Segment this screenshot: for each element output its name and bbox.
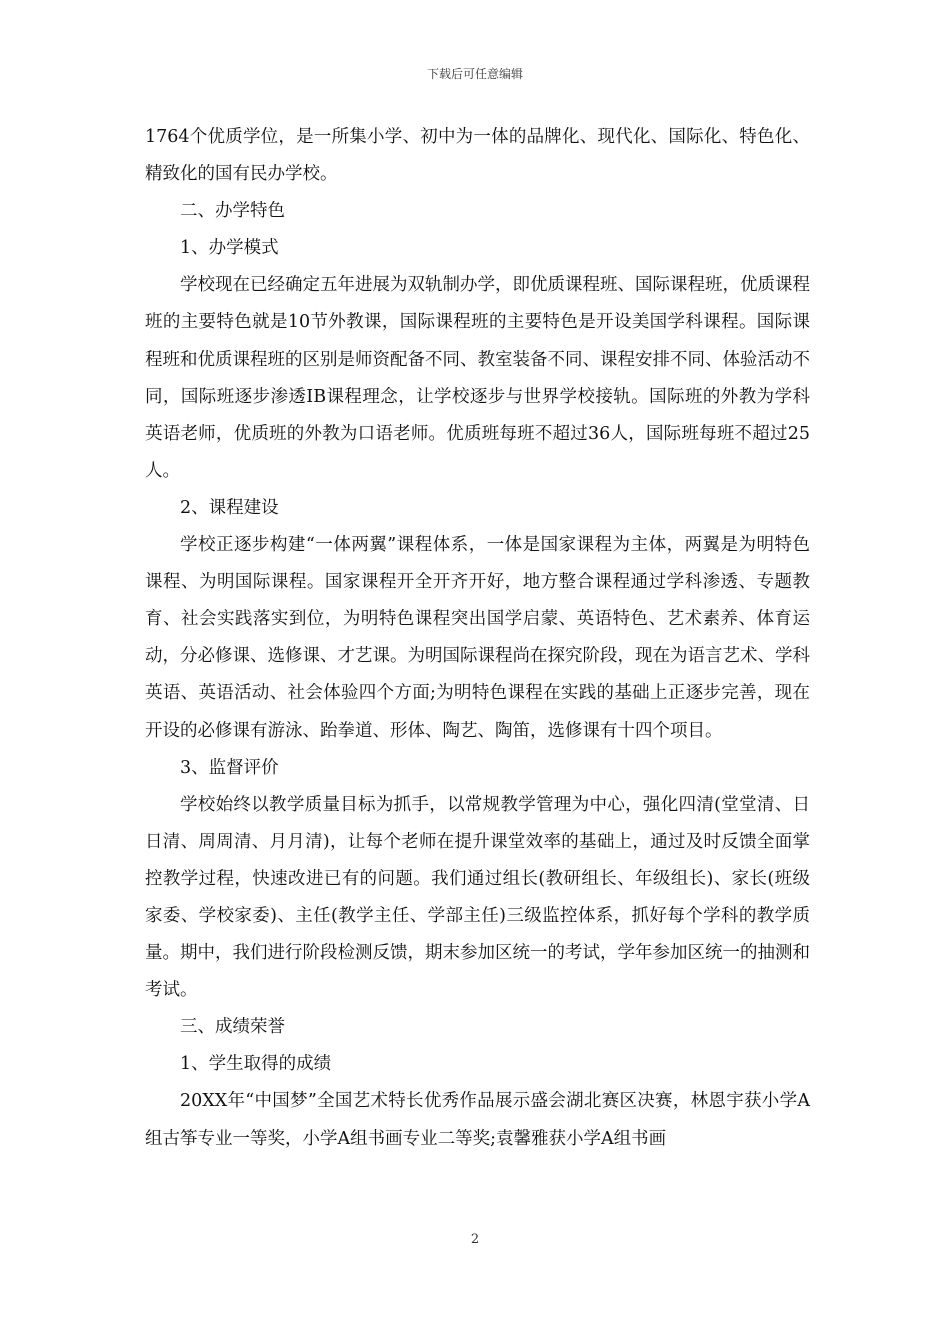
document-body xyxy=(145,119,810,1158)
page-header: 下载后可任意编辑 xyxy=(426,67,523,81)
subsection-heading-curriculum: 2、课程建设 xyxy=(180,497,279,518)
page-number: 2 xyxy=(470,1232,480,1247)
paragraph-supervision: 学校始终以教学质量目标为抓手，以常规教学管理为中心，强化四清(堂堂清、日日清、周周清、月月清)，让每个老师在提升课堂效率的基础上，通过及时反馈全面掌控教学过程，快速改进已有的问题。我们通过组长(教研组长、年级组长)、家长(班级家委、学校家委)、主任(教学主任、学部主任)三级监控体系，抓好每个学科的教学质量。期中，我们进行阶段检测反馈，期末参加区统一的考试，学年参加区统一的抽测和考试。 xyxy=(145,794,810,1001)
paragraph-curriculum: 学校正逐步构建“一体两翼”课程体系，一体是国家课程为主体，两翼是为明特色课程、为明国际课程。国家课程开全开齐开好，地方整合课程通过学科渗透、专题教育、社会实践落实到位，为明特色课程突出国学启蒙、英语特色、艺术素养、体育运动，分必修课、选修课、才艺课。为明国际课程尚在探究阶段，现在为语言艺术、学科英语、英语活动、社会体验四个方面;为明特色课程在实践的基础上正逐步完善，现在开设的必修课有游泳、跆拳道、形体、陶艺、陶笛，选修课有十四个项目。 xyxy=(145,535,810,741)
section-heading-school-features: 二、办学特色 xyxy=(180,201,285,222)
subsection-heading-school-mode: 1、办学模式 xyxy=(180,238,279,259)
section-heading-achievements: 三、成绩荣誉 xyxy=(180,1017,285,1038)
paragraph-school-intro: 1764个优质学位，是一所集小学、初中为一体的品牌化、现代化、国际化、特色化、精致化的国有民办学校。 xyxy=(145,127,810,185)
subsection-heading-supervision: 3、监督评价 xyxy=(180,757,279,778)
paragraph-school-mode: 学校现在已经确定五年进展为双轨制办学，即优质课程班、国际课程班，优质课程班的主要特色就是10节外教课，国际课程班的主要特色是开设美国学科课程。国际课程班和优质课程班的区别是师资配备不同、教室装备不同、课程安排不同、体验活动不同，国际班逐步渗透IB课程理念，让学校逐步与世界学校接轨。国际班的外教为学科英语老师，优质班的外教为口语老师。优质班每班不超过36人，国际班每班不超过25人。 xyxy=(145,275,810,481)
paragraph-student-achievements: 20XX年“中国梦”全国艺术特长优秀作品展示盛会湖北赛区决赛，林恩宇获小学A组古筝专业一等奖，小学A组书画专业二等奖;袁馨雅获小学A组书画 xyxy=(145,1091,810,1149)
subsection-heading-student-achievements: 1、学生取得的成绩 xyxy=(180,1054,332,1075)
